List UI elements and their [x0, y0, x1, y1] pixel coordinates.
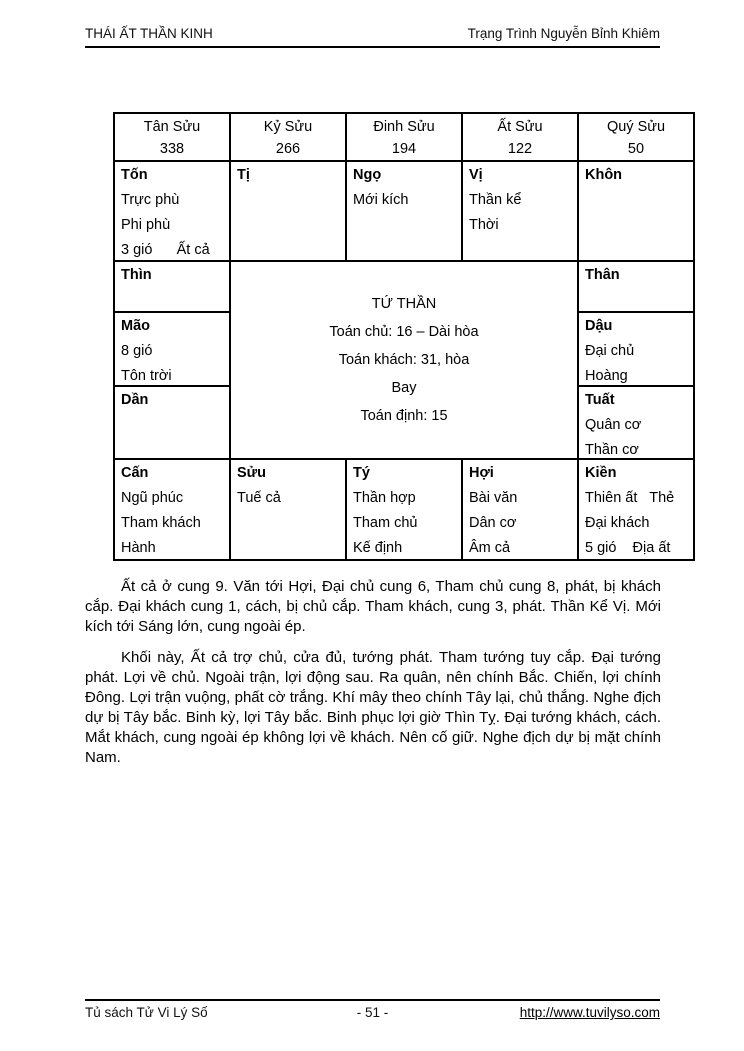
cell-line: 5 gió Địa ất	[585, 540, 671, 556]
year-value: 266	[275, 141, 301, 157]
branch-label: Ngọ	[353, 167, 382, 183]
cell-line: Tham khách	[121, 515, 201, 531]
book-title: THÁI ẤT THẦN KINH	[85, 26, 213, 41]
year-cell-at-suu	[462, 113, 578, 161]
body-paragraph-2: Khối này, Ất cả trợ chủ, cửa đủ, tướng phát. Tham tướng tuy cắp. Đại tướng phát. Lợi về chủ. Ngoài trận, lợi động sau. Ra quân, nên chính Bắc. Chiến, lợi chính Đông. Lợi trận vuộng, phất cờ trắng. Khí mây theo chính Tây lại, chủ thắng. Nghe địch dự bị Tây bắc. Binh kỳ, lợi Tây bắc. Binh phục lợi giờ Thìn Tỵ. Đại tướng khách, cách. Mắt khách, cung ngoài ép không lợi về khách. Nên cố giữ. Nghe địch dự bị mặt chính Nam.	[85, 649, 661, 766]
year-value: 122	[507, 141, 533, 157]
page-footer	[85, 1005, 660, 1020]
branch-label: Tuất	[585, 392, 615, 408]
year-cell-dinh-suu	[346, 113, 462, 161]
body-paragraph-1: Ất cả ở cung 9. Văn tới Hợi, Đại chủ cung 6, Tham chủ cung 8, phát, bị khách cắp. Đại khách cung 1, cách, bị chủ cắp. Tham khách, cung 3, phát. Thần Kể Vị. Mới kích tới Sáng lớn, cung ngoài ép.	[85, 578, 661, 635]
branch-label: Dậu	[585, 318, 613, 334]
branch-label: Kiền	[585, 465, 617, 481]
center-title: TỨ THẦN	[371, 296, 437, 312]
cell-tu-than	[230, 261, 578, 459]
cell-can	[114, 459, 230, 560]
cell-line: Thần hợp	[353, 490, 416, 506]
center-line: Bay	[391, 380, 417, 396]
cell-line: Thiên ất Thẻ	[585, 490, 675, 506]
footer-url-link[interactable]: http://www.tuvilyso.com	[519, 1005, 661, 1020]
year-value: 194	[391, 141, 417, 157]
cell-line: Hoàng	[585, 368, 628, 384]
cell-line: Phi phù	[121, 217, 171, 233]
page-number: - 51 -	[356, 1005, 389, 1020]
cell-line: 8 gió	[121, 343, 153, 359]
cell-line: Thời	[469, 217, 499, 233]
cell-line: Đại khách	[585, 515, 650, 531]
footer-rule	[85, 999, 660, 1001]
divination-table	[113, 112, 695, 561]
branch-label: Dần	[121, 392, 149, 408]
year-name: Đinh Sửu	[373, 119, 435, 135]
header-rule	[85, 46, 660, 48]
footer-series-title: Tủ sách Tử Vi Lý Số	[85, 1005, 208, 1020]
year-name: Ất Sửu	[497, 119, 543, 135]
cell-line: Trực phù	[121, 192, 180, 208]
cell-dan	[114, 386, 230, 459]
cell-kien	[578, 459, 694, 560]
year-value: 50	[627, 141, 645, 157]
cell-khon	[578, 161, 694, 261]
cell-line: 3 gió Ất cả	[121, 242, 210, 258]
year-cell-ky-suu	[230, 113, 346, 161]
cell-vi	[462, 161, 578, 261]
branch-label: Tý	[353, 465, 370, 481]
cell-dau	[578, 312, 694, 386]
cell-line: Hành	[121, 540, 156, 556]
cell-ti	[230, 161, 346, 261]
cell-mao	[114, 312, 230, 386]
center-line: Toán khách: 31, hòa	[338, 352, 470, 368]
cell-ngo	[346, 161, 462, 261]
cell-ty	[346, 459, 462, 560]
cell-line: Dân cơ	[469, 515, 517, 531]
branch-label: Tị	[237, 167, 250, 183]
author-name: Trạng Trình Nguyễn Bỉnh Khiêm	[467, 26, 660, 41]
center-line: Toán chủ: 16 – Dài hòa	[329, 324, 479, 340]
branch-label: Thìn	[121, 267, 152, 283]
year-name: Quý Sửu	[606, 119, 666, 135]
branch-label: Tốn	[121, 167, 148, 183]
cell-suu	[230, 459, 346, 560]
cell-line: Đại chủ	[585, 343, 635, 359]
cell-hoi	[462, 459, 578, 560]
body-text	[85, 577, 661, 779]
cell-line: Mới kích	[353, 192, 409, 208]
branch-label: Mão	[121, 318, 150, 334]
branch-label: Sửu	[237, 465, 267, 481]
cell-line: Quân cơ	[585, 417, 642, 433]
page-header	[85, 26, 660, 41]
branch-label: Hợi	[469, 465, 494, 481]
cell-thin	[114, 261, 230, 312]
year-cell-quy-suu	[578, 113, 694, 161]
branch-label: Vị	[469, 167, 483, 183]
cell-line: Thần cơ	[585, 442, 639, 458]
year-value: 338	[159, 141, 185, 157]
cell-line: Bài văn	[469, 490, 518, 506]
year-cell-tan-suu	[114, 113, 230, 161]
cell-line: Ngũ phúc	[121, 490, 184, 506]
branch-label: Thân	[585, 267, 620, 283]
cell-line: Tôn trời	[121, 368, 172, 384]
center-line: Toán định: 15	[360, 408, 448, 424]
cell-line: Tham chủ	[353, 515, 418, 531]
cell-than	[578, 261, 694, 312]
cell-line: Thần kể	[469, 192, 522, 208]
year-name: Tân Sửu	[143, 119, 201, 135]
branch-label: Khôn	[585, 167, 623, 183]
cell-tuat	[578, 386, 694, 459]
cell-ton	[114, 161, 230, 261]
branch-label: Cấn	[121, 465, 149, 481]
cell-line: Kế định	[353, 540, 403, 556]
cell-line: Âm cả	[469, 540, 511, 556]
cell-line: Tuế cả	[237, 490, 281, 506]
year-name: Kỷ Sửu	[263, 119, 313, 135]
